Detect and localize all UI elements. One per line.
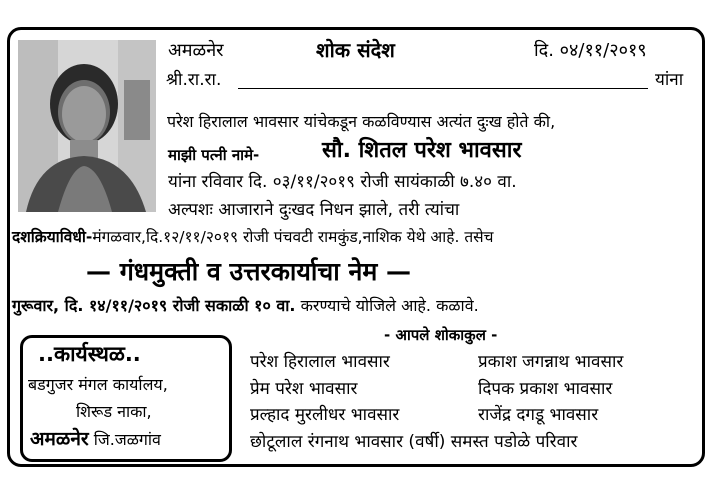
mourners-heading: - आपले शोकाकुल - — [384, 326, 498, 344]
portrait-photo — [18, 40, 156, 212]
dashkriya-label: दशक्रियाविधी- — [12, 228, 93, 246]
message-line-3: यांना रविवार दि. ०३/११/२०१९ रोजी सायंकाळी ७.४० वा. — [168, 172, 517, 192]
message-line-4: अल्पशः आजाराने दुःखद निधन झाले, तरी त्यांचा — [168, 200, 460, 220]
venue-district: जि.जळगांव — [93, 430, 161, 449]
dashkriya-text: मंगळवार,दि.१२/११/२०१९ रोजी पंचवटी रामकुंड,नाशिक येथे आहे. तसेच — [92, 228, 494, 246]
address-suffix: यांना — [655, 70, 684, 90]
venue-line-2: शिरूड नाका, — [76, 402, 152, 421]
portrait-image — [18, 40, 156, 212]
mourner-right-3: राजेंद्र दगडू भावसार — [478, 405, 599, 425]
address-prefix: श्री.रा.रा. — [166, 70, 222, 90]
venue-line-1: बडगुजर मंगल कार्यालय, — [28, 375, 168, 394]
message-line-1: परेश हिरालाल भावसार यांचेकडून कळविण्यास अत्यंत दुःख होते की, — [167, 112, 556, 131]
last-line-bold: गुरूवार, दि. १४/११/२०१९ रोजी सकाळी १० वा. — [12, 296, 296, 315]
header-date: दि. ०४/११/२०१९ — [534, 40, 647, 61]
mourner-right-1: प्रकाश जगन्नाथ भावसार — [478, 352, 624, 372]
notice-title: शोक संदेश — [316, 38, 395, 62]
wife-label: माझी पत्नी नामे- — [168, 146, 260, 164]
address-blank-line — [238, 88, 648, 89]
mourner-last-line: छोटूलाल रंगनाथ भावसार (वर्षी) समस्त पडोळे परिवार — [250, 432, 578, 452]
venue-heading: ..कार्यस्थळ.. — [38, 342, 141, 366]
mourner-left-2: प्रेम परेश भावसार — [250, 379, 358, 399]
mourner-left-1: परेश हिरालाल भावसार — [250, 352, 390, 372]
venue-city: अमळनेर — [30, 428, 89, 450]
header-place: अमळनेर — [168, 40, 224, 61]
mourner-left-3: प्रल्हाद मुरलीधर भावसार — [250, 405, 400, 425]
last-line-rest: करण्याचे योजिले आहे. कळावे. — [300, 296, 479, 315]
banner-heading: — गंधमुक्ती व उत्तरकार्याचा नेम — — [86, 257, 411, 286]
mourner-right-2: दिपक प्रकाश भावसार — [478, 379, 613, 399]
wife-name: सौ. शितल परेश भावसार — [322, 138, 522, 163]
